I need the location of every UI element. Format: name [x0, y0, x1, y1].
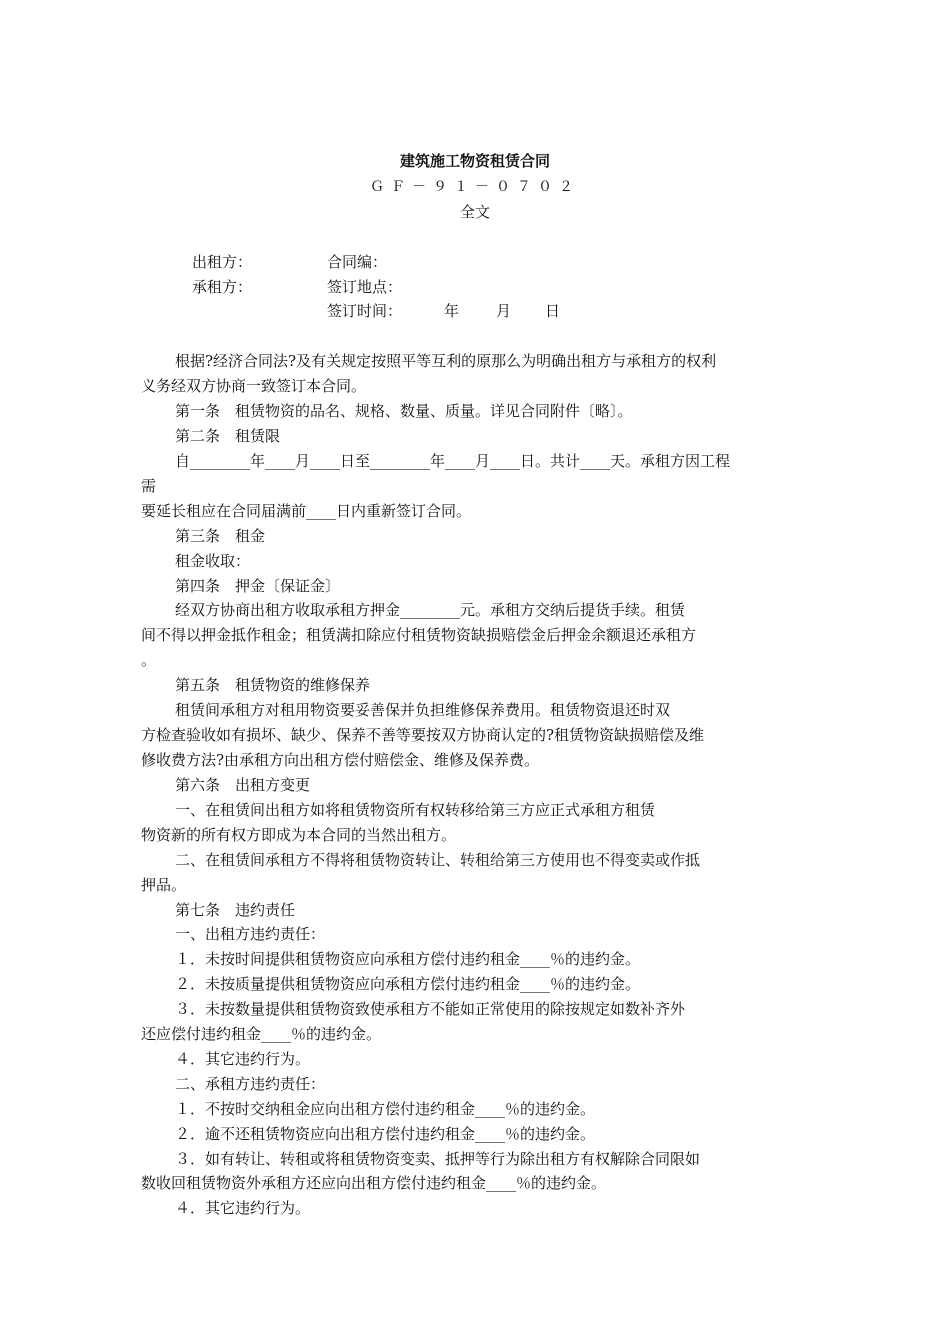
body-line: 还应偿付违约租金____％的违约金。	[141, 1025, 382, 1043]
contract-code: ＧＦ－９１－０７０２	[370, 179, 580, 195]
contract-title: 建筑施工物资租赁合同	[399, 152, 550, 170]
contract-no-label: 合同编：	[327, 253, 388, 271]
body-line: 第一条 租赁物资的品名、规格、数量、质量。详见合同附件〔略〕。	[175, 402, 633, 420]
body-line: 二、承租方违约责任：	[175, 1075, 326, 1093]
body-line: 第二条 租赁限	[175, 427, 281, 445]
body-line: 经双方协商出租方收取承租方押金________元。承租方交纳后提货手续。租赁	[175, 601, 686, 619]
body-line: 一、出租方违约责任：	[175, 925, 326, 943]
body-line: １．不按时交纳租金应向出租方偿付违约租金____％的违约金。	[175, 1100, 596, 1118]
body-line: ３．如有转让、转租或将租赁物资变卖、抵押等行为除出租方有权解除合同限如	[175, 1150, 701, 1168]
body-line: 租金收取：	[175, 552, 251, 570]
time-label: 签订时间：	[327, 302, 403, 320]
body-line: 租赁间承租方对租用物资要妥善保并负担维修保养费用。租赁物资退还时双	[175, 701, 671, 719]
year-label: 年	[444, 302, 460, 320]
body-line: ４．其它违约行为。	[175, 1050, 311, 1068]
lessee-label: 承租方：	[192, 278, 253, 296]
body-line: 物资新的所有权方即成为本合同的当然出租方。	[141, 826, 457, 844]
body-line: 第五条 租赁物资的维修保养	[175, 676, 371, 694]
body-line: 二、在租赁间承租方不得将租赁物资转让、转租给第三方使用也不得变卖或作抵	[175, 851, 701, 869]
body-line: 自________年____月____日至________年____月____日。共计____天。承租方因工程	[175, 452, 731, 470]
body-line: 第七条 违约责任	[175, 901, 296, 919]
body-line: 需	[141, 477, 157, 495]
contract-subtitle: 全文	[459, 203, 490, 221]
body-line: ２．未按质量提供租赁物资应向承租方偿付违约租金____％的违约金。	[175, 975, 641, 993]
body-line: 押品。	[141, 876, 187, 894]
month-label: 月	[496, 302, 512, 320]
body-line: 第三条 租金	[175, 527, 266, 545]
body-line: 方检查验收如有损坏、缺少、保养不善等要按双方协商认定的?租赁物资缺损赔偿及维	[141, 726, 705, 744]
body-line: 第六条 出租方变更	[175, 776, 311, 794]
day-label: 日	[545, 302, 561, 320]
body-line: 数收回租赁物资外承租方还应向出租方偿付违约租金____％的违约金。	[141, 1174, 607, 1192]
body-line: 一、在租赁间出租方如将租赁物资所有权转移给第三方应正式承租方租赁	[175, 801, 656, 819]
body-line: 义务经双方协商一致签订本合同。	[141, 377, 367, 395]
body-line: 修收费方法?由承租方向出租方偿付赔偿金、维修及保养费。	[141, 751, 540, 769]
body-line: ３．未按数量提供租赁物资致使承租方不能如正常使用的除按规定如数补齐外	[175, 1000, 686, 1018]
lessor-label: 出租方：	[192, 253, 253, 271]
body-line: 间不得以押金抵作租金；租赁满扣除应付租赁物资缺损赔偿金后押金余额退还承租方	[141, 626, 697, 644]
body-line: 根据?经济合同法?及有关规定按照平等互利的原那么为明确出租方与承租方的权利	[175, 352, 717, 370]
body-line: 第四条 押金〔保证金〕	[175, 577, 341, 595]
body-line: ４．其它违约行为。	[175, 1199, 311, 1217]
place-label: 签订地点：	[327, 278, 403, 296]
body-line: 要延长租应在合同届满前____日内重新签订合同。	[141, 502, 472, 520]
body-line: ２．逾不还租赁物资应向出租方偿付违约租金____％的违约金。	[175, 1125, 596, 1143]
body-line: 。	[141, 651, 157, 669]
body-line: １．未按时间提供租赁物资应向承租方偿付违约租金____％的违约金。	[175, 950, 641, 968]
